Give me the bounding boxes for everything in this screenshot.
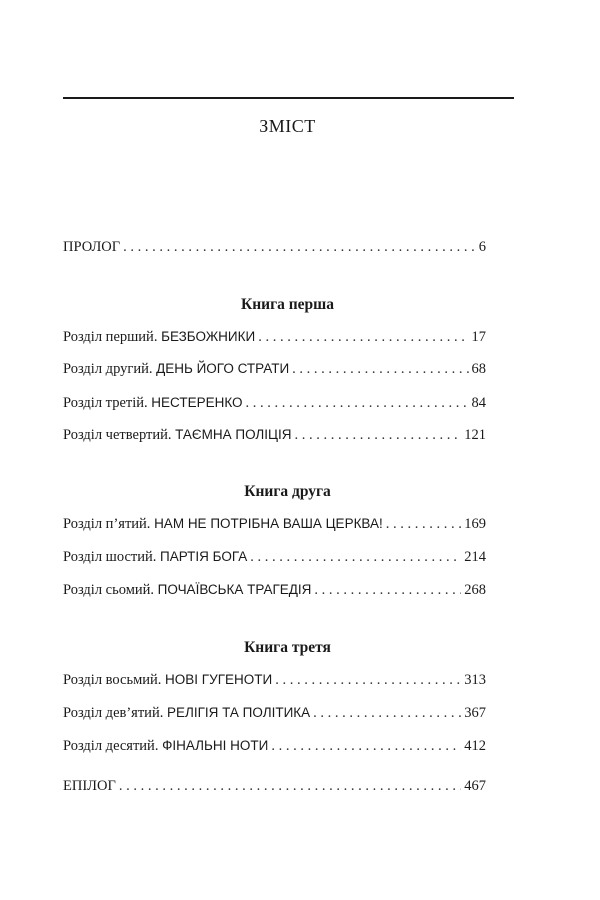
book-heading: Книга перша	[240, 296, 335, 313]
entry-label: Розділ шостий. ПАРТІЯ БОГА	[63, 549, 248, 565]
entry-page: 169	[464, 516, 486, 532]
dot-leader	[295, 427, 462, 444]
entry-label: Розділ сьомий. ПОЧАЇВСЬКА ТРАГЕДІЯ	[63, 582, 312, 598]
dot-leader	[313, 705, 461, 722]
toc-entry[interactable]	[63, 329, 486, 351]
entry-page: 412	[464, 738, 486, 754]
entry-label: Розділ четвертий. ТАЄМНА ПОЛІЦІЯ	[63, 427, 292, 443]
entry-page: 467	[464, 778, 486, 794]
dot-leader	[314, 582, 461, 599]
entry-label: Розділ третій. НЕСТЕРЕНКО	[63, 395, 243, 411]
book-heading: Книга друга	[244, 483, 331, 500]
toc-entry[interactable]	[63, 672, 486, 694]
page-title: ЗМІСТ	[259, 116, 316, 136]
toc-entry[interactable]	[63, 427, 486, 449]
entry-label: ЕПІЛОГ	[63, 778, 116, 794]
entry-label: Розділ дев’ятий. РЕЛІГІЯ ТА ПОЛІТИКА	[63, 705, 311, 721]
toc-entry[interactable]	[63, 549, 486, 571]
toc-entry[interactable]	[63, 582, 486, 604]
entry-label: Розділ п’ятий. НАМ НЕ ПОТРІБНА ВАША ЦЕРКВА!	[63, 516, 383, 532]
entry-page: 6	[478, 239, 486, 255]
book-heading: Книга третя	[244, 639, 331, 656]
entry-page: 268	[464, 582, 486, 598]
dot-leader	[119, 778, 461, 795]
toc-entry-prologue[interactable]	[63, 239, 486, 261]
entry-page: 367	[464, 705, 486, 721]
toc-entry-epilogue[interactable]	[63, 778, 486, 800]
dot-leader	[258, 329, 468, 346]
dot-leader	[275, 672, 461, 689]
entry-label: ПРОЛОГ	[63, 239, 121, 255]
entry-page: 68	[471, 361, 486, 377]
entry-page: 214	[464, 549, 486, 565]
dot-leader	[271, 738, 461, 755]
toc-entry[interactable]	[63, 361, 486, 383]
toc-entry[interactable]	[63, 705, 486, 727]
toc-entry[interactable]	[63, 516, 486, 538]
dot-leader	[386, 516, 462, 533]
entry-page: 313	[464, 672, 486, 688]
entry-label: Розділ восьмий. НОВІ ГУГЕНОТИ	[63, 672, 273, 688]
top-rule	[63, 97, 514, 99]
toc-entry[interactable]	[63, 395, 486, 417]
dot-leader	[250, 549, 461, 566]
dot-leader	[292, 361, 468, 378]
entry-page: 121	[464, 427, 486, 443]
dot-leader	[246, 395, 469, 412]
dot-leader	[123, 239, 476, 256]
entry-label: Розділ перший. БЕЗБОЖНИКИ	[63, 329, 256, 345]
entry-label: Розділ десятий. ФІНАЛЬНІ НОТИ	[63, 738, 269, 754]
entry-page: 84	[471, 395, 486, 411]
toc-entry[interactable]	[63, 738, 486, 760]
entry-label: Розділ другий. ДЕНЬ ЙОГО СТРАТИ	[63, 361, 290, 377]
entry-page: 17	[471, 329, 486, 345]
